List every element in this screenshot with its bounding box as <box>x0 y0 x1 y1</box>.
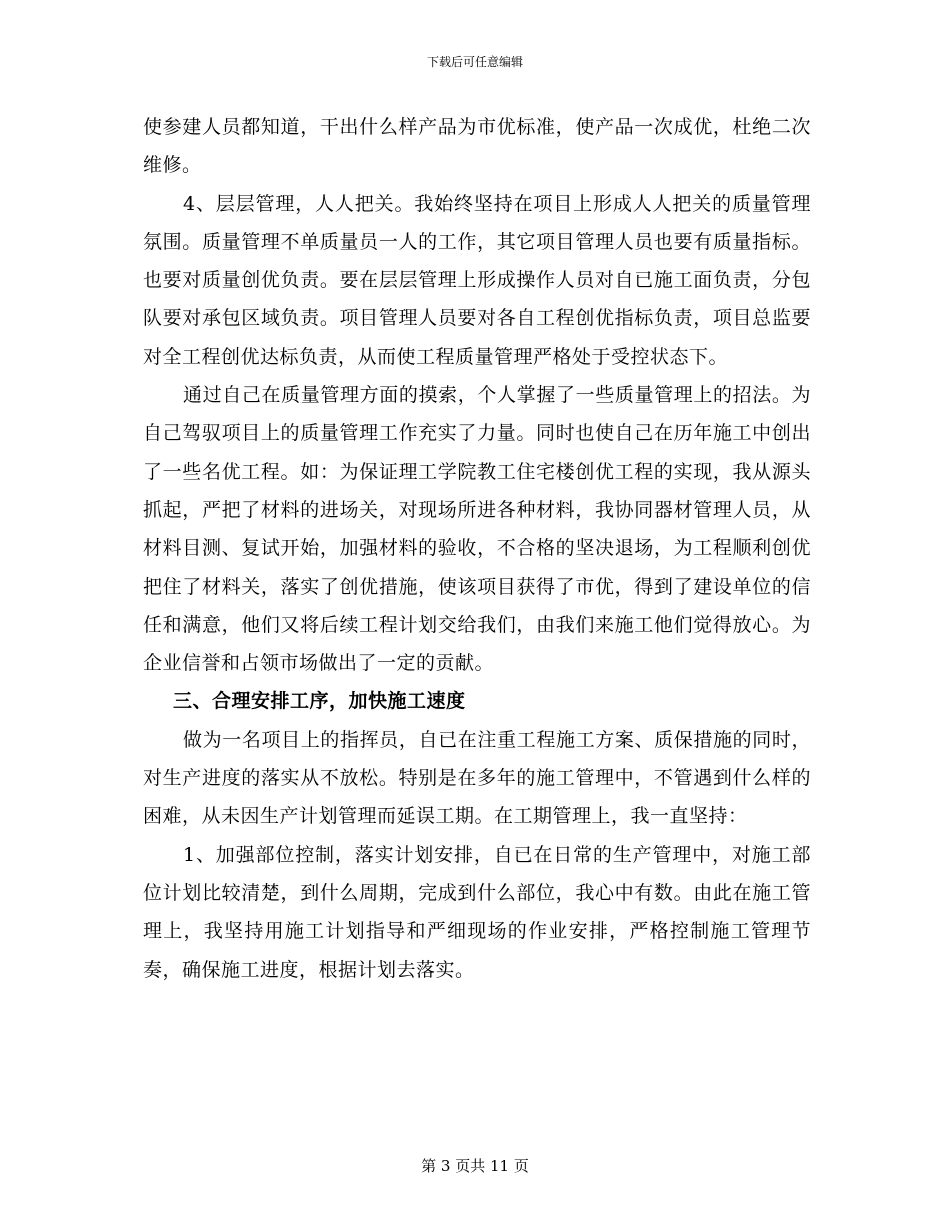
section-heading: 三、合理安排工序，加快施工速度 <box>173 690 466 713</box>
paragraph-quality-exploration: 通过自己在质量管理方面的摸索，个人掌握了一些质量管理上的招法。为自己驾驭项目上的质量管理工作充实了力量。同时也使自己在历年施工中创出了一些名优工程。如：为保证理工学院教工住宅楼创优工程的实现，我从源头抓起，严把了材料的进场关，对现场所进各种材料，我协同器材管理人员，从材料目测、复试开始，加强材料的验收，不合格的坚决退场，为工程顺利创优把住了材料关，落实了创优措施，使该项目获得了市优，得到了建设单位的信任和满意，他们又将后续工程计划交给我们，由我们来施工他们觉得放心。为企业信誉和占领市场做出了一定的贡献。 <box>143 384 811 675</box>
paragraph-part-control: 1、加强部位控制，落实计划安排，自已在日常的生产管理中，对施工部位计划比较清楚，到什么周期，完成到什么部位，我心中有数。由此在施工管理上，我坚持用施工计划指导和严细现场的作业安排，严格控制施工管理节奏，确保施工进度，根据计划去落实。 <box>143 843 811 981</box>
page-number: 第 3 页共 11 页 <box>421 1157 529 1175</box>
paragraph-continuation: 使参建人员都知道，干出什么样产品为市优标准，使产品一次成优，杜绝二次维修。 <box>143 116 811 177</box>
paragraph-layered-management: 4、层层管理，人人把关。我始终坚持在项目上形成人人把关的质量管理氛围。质量管理不单质量员一人的工作，其它项目管理人员也要有质量指标。也要对质量创优负责。要在层层管理上形成操作人员对自已施工面负责，分包队要对承包区域负责。项目管理人员要对各自工程创优指标负责，项目总监要对全工程创优达标负责，从而使工程质量管理严格处于受控状态下。 <box>143 192 811 368</box>
page-header: 下载后可任意编辑 <box>426 55 523 69</box>
document-body <box>143 108 811 989</box>
paragraph-schedule-commitment: 做为一名项目上的指挥员，自已在注重工程施工方案、质保措施的同时，对生产进度的落实从不放松。特别是在多年的施工管理中，不管遇到什么样的困难，从未因生产计划管理而延误工期。在工期管理上，我一直坚持： <box>143 728 811 828</box>
